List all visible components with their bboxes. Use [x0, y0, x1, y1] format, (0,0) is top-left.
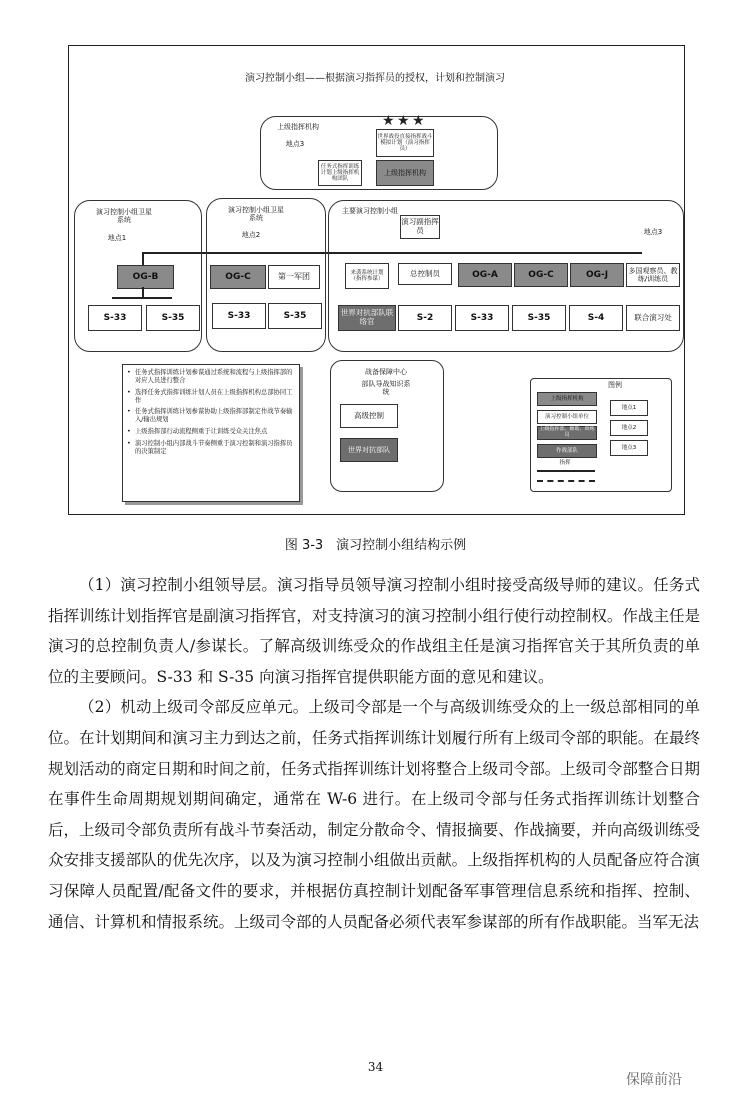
legend-line [537, 470, 595, 472]
director-box: 演习副指挥员 [400, 215, 440, 239]
figure-title: 演习控制小组——根据演习指挥员的授权，计划和控制演习 [245, 73, 505, 84]
right-row1-1: 来袭系统计划（指挥参谋） [345, 263, 389, 289]
legend-location-3: 地点3 [610, 440, 648, 456]
note-item: • 上级指挥部行动流程侧重于让训练受众关注焦点 [127, 428, 295, 436]
connector-line [142, 252, 144, 266]
legend-item-4: 作战部队 [537, 444, 597, 458]
left-sub-2: S-35 [146, 305, 200, 331]
support-subtitle: 部队导战知识系统 [361, 380, 411, 397]
group-right-title: 主要演习控制小组 [342, 207, 398, 215]
page-number: 34 [367, 1060, 384, 1074]
group-right-location: 地点3 [643, 228, 663, 236]
right-row1-2: 总控制员 [398, 263, 452, 285]
connector-line [142, 287, 144, 297]
mid-sub-2: S-35 [268, 303, 322, 329]
stars-note: 世界战役直接指挥战斗模拟计划（演习指挥员） [376, 129, 434, 157]
legend-line-label: 指挥 [559, 460, 571, 466]
body-text [48, 570, 700, 937]
notes-box [122, 364, 300, 502]
group-mid-title: 演习控制小组卫星系统 [228, 206, 284, 223]
note-item: • 选择任务式指挥训练计划人员在上级指挥机构总部协同工作 [127, 389, 295, 405]
legend-dashed-line [537, 480, 595, 482]
star-icon: ★ [397, 113, 410, 129]
group-left-title: 演习控制小组卫星系统 [96, 208, 152, 225]
note-item: • 演习控制小组内部战斗节奏侧重于演习控制和演习指挥员的决策制定 [127, 440, 295, 456]
legend-item-2: 演习控制小组单位 [537, 410, 597, 424]
mid-sub-1: S-33 [212, 303, 266, 329]
legend-title: 图例 [608, 381, 622, 389]
higher-hq-note: 任务式指挥训练计划上级指挥机构团队 [318, 160, 362, 186]
star-icon: ★ [382, 113, 395, 129]
higher-hq-label: 上级指挥机构 [277, 123, 319, 131]
left-sub-1: S-33 [88, 305, 142, 331]
right-row2-5: S-4 [569, 305, 623, 331]
legend-location-1: 地点1 [610, 400, 648, 416]
right-row2-1: 世界对抗部队联络官 [338, 305, 396, 331]
figure-caption: 图 3-3 演习控制小组结构示例 [284, 538, 467, 553]
right-row1-4: OG-C [514, 263, 568, 287]
og-b-box: OG-B [117, 265, 174, 289]
star-icon: ★ [412, 113, 425, 129]
legend-location-2: 地点2 [610, 420, 648, 436]
higher-hq-box: 上级指挥机构 [376, 160, 434, 186]
legend-item-1: 上级指挥机构 [537, 392, 597, 406]
watermark: 保障前沿 [626, 1072, 682, 1088]
group-left-location: 地点1 [107, 234, 127, 242]
support-box-1: 高级控制 [340, 404, 398, 428]
first-army-box: 第一军团 [268, 265, 320, 289]
right-row2-4: S-35 [512, 305, 566, 331]
support-box-2: 世界对抗部队 [340, 438, 398, 462]
right-row2-2: S-2 [398, 305, 452, 331]
paragraph-2: （2）机动上级司令部反应单元。上级司令部是一个与高级训练受众的上一级总部相同的单位。在计划期间和演习主力到达之前，任务式指挥训练计划履行所有上级司令部的职能。在最终规划活动的商定日期和时间之前，任务式指挥训练计划将整合上级司令部。上级司令部整合日期在事件生命周期规划期间确定，通常在 W-6 进行。在上级司令部与任务式指挥训练计划整合后，上级司令部负责所有战斗节奏活动，制定分散命令、情报摘要、作战摘要，并向高级训练受众安排支援部队的优先次序，以及为演习控制小组做出贡献。上级指挥机构的人员配备应符合演习保障人员配置/配备文件的要求，并根据仿真控制计划配备军事管理信息系统和指挥、控制、通信、计算机和情报系统。上级司令部的人员配备必须代表军参谋部的所有作战职能。当军无法 [48, 698, 700, 931]
connector-line [112, 297, 172, 299]
right-row2-6: 联合演习处 [626, 305, 680, 331]
support-title: 战备保障中心 [365, 368, 407, 376]
legend-item-3: 上级指挥部、辅助、训练员 [537, 426, 597, 440]
right-row1-3: OG-A [458, 263, 512, 287]
note-item: • 任务式指挥训练计划参谋通过系统和流程与上级指挥部的对应人员进行整合 [127, 369, 295, 385]
higher-hq-location: 地点3 [285, 140, 305, 148]
og-c-box: OG-C [210, 265, 266, 289]
group-mid-location: 地点2 [241, 231, 261, 239]
right-row1-6: 多国观察员、教练/训练员 [626, 263, 680, 287]
right-row1-5: OG-J [570, 263, 624, 287]
paragraph-1: （1）演习控制小组领导层。演习指导员领导演习控制小组时接受高级导师的建议。任务式指挥训练计划指挥官是副演习指挥官，对支持演习的演习控制小组行使行动控制权。作战主任是演习的总控制负责人/参谋长。了解高级训练受众的作战组主任是演习指挥官关于其所负责的单位的主要顾问。S-33 和 S-35 向演习指挥官提供职能方面的意见和建议。 [48, 576, 700, 686]
note-item: • 任务式指挥训练计划参谋协助上级指挥部制定作战节奏输入/输出规划 [127, 408, 295, 424]
right-row2-3: S-33 [455, 305, 509, 331]
